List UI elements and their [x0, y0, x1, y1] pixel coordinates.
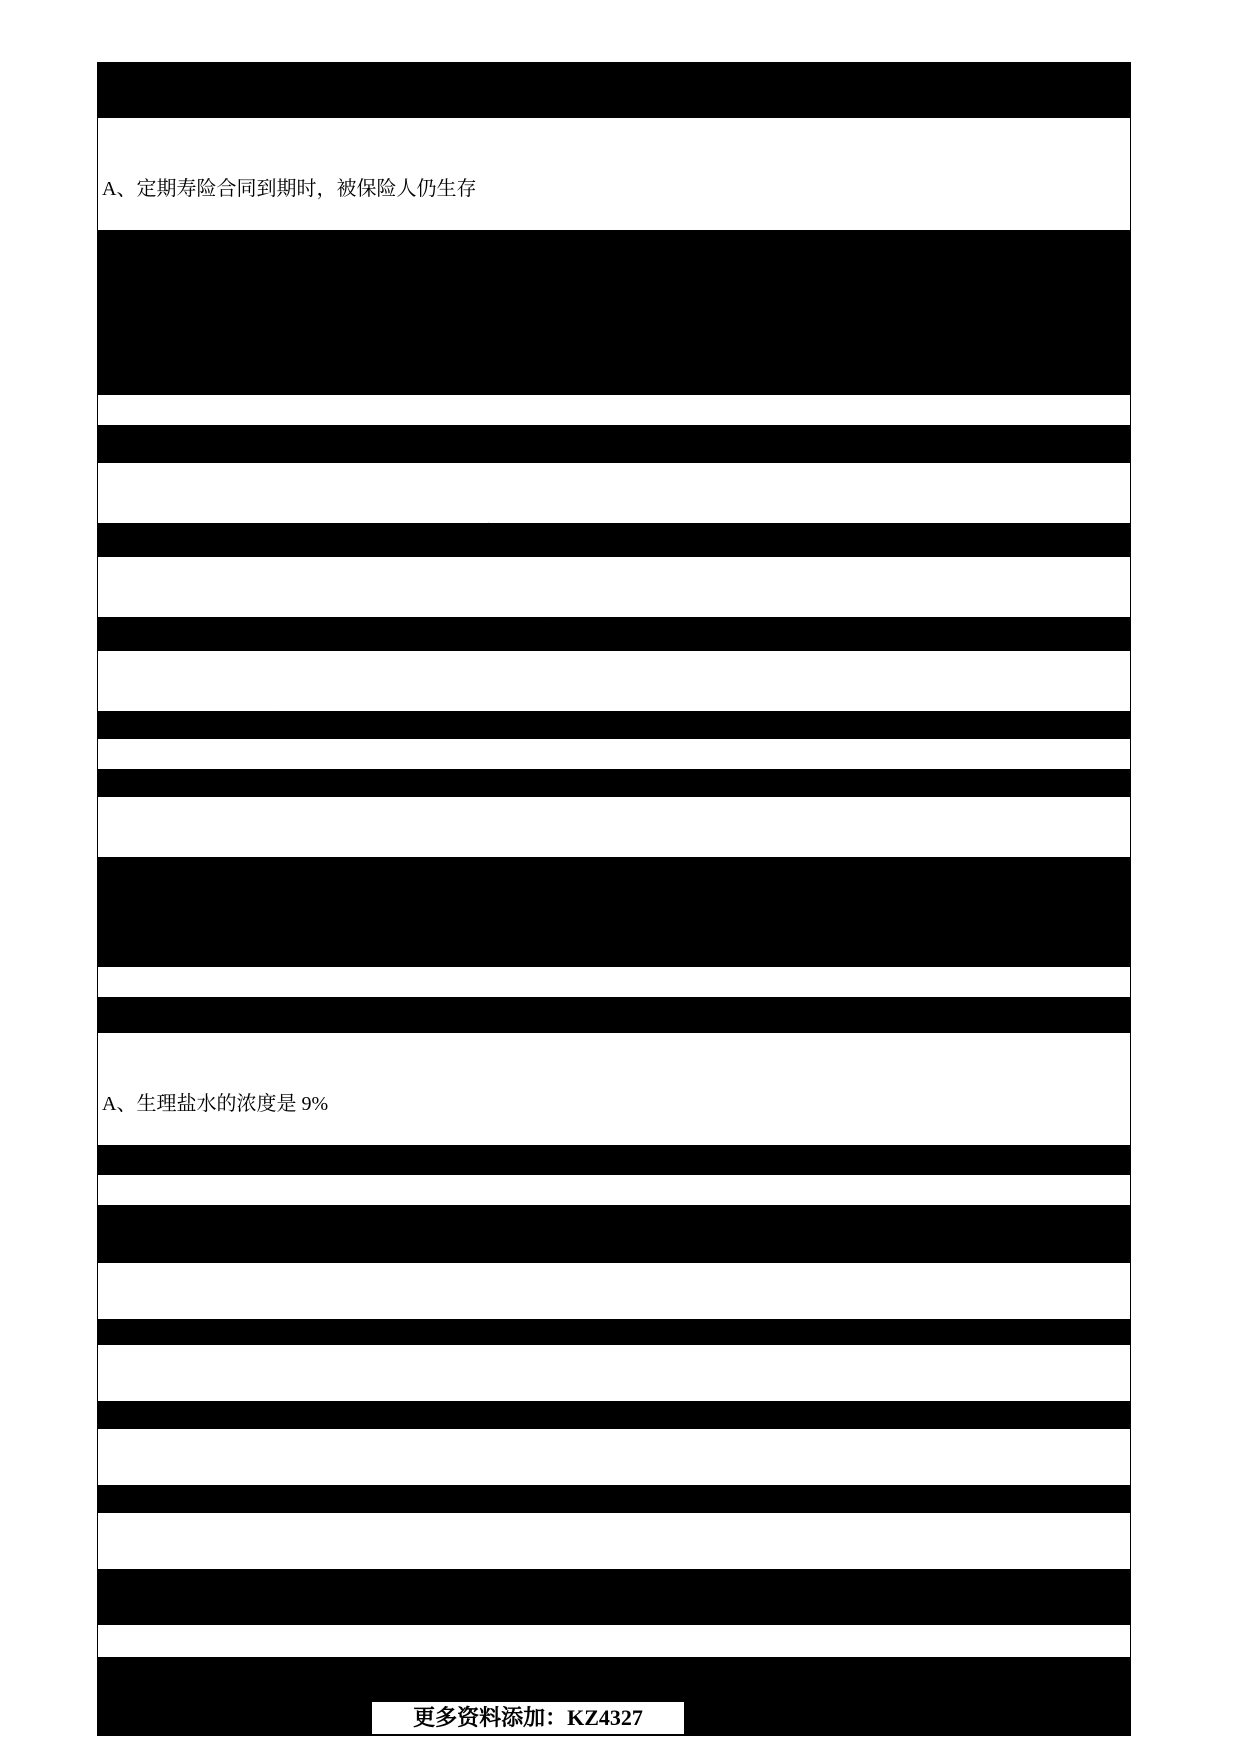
redacted-question-13 [97, 1401, 1131, 1429]
question-14-options [98, 1513, 1130, 1569]
redacted-question-14 [97, 1485, 1131, 1513]
question-7-options [98, 797, 1130, 857]
question-6-options [98, 739, 1130, 769]
redacted-question-9 [97, 997, 1131, 1033]
watermark-note: 更多资料添加：KZ4327 [372, 1702, 684, 1734]
redacted-question-6 [97, 711, 1131, 739]
question-10-options [98, 1175, 1130, 1205]
redacted-question-10 [97, 1145, 1131, 1175]
question-8-options [98, 967, 1130, 997]
exam-question-table [97, 62, 1131, 1736]
question-15-options [98, 1625, 1130, 1657]
option-line: A、生理盐水的浓度是 9% [102, 1093, 329, 1115]
redacted-question-5 [97, 617, 1131, 651]
redacted-question-7 [97, 769, 1131, 797]
redacted-question-1 [97, 62, 1131, 118]
question-1-options [98, 118, 1130, 230]
redacted-question-11 [97, 1205, 1131, 1263]
redacted-question-12 [97, 1319, 1131, 1345]
option-line: A、定期寿险合同到期时，被保险人仍生存 [102, 178, 477, 200]
question-12-options [98, 1345, 1130, 1401]
redacted-question-4 [97, 523, 1131, 557]
question-13-options [98, 1429, 1130, 1485]
question-3-options [98, 463, 1130, 523]
question-5-options [98, 651, 1130, 711]
redacted-question-8 [97, 857, 1131, 967]
question-9-options [98, 1033, 1130, 1145]
question-11-options [98, 1263, 1130, 1319]
redacted-question-2 [97, 230, 1131, 395]
redacted-question-3 [97, 425, 1131, 463]
redacted-footer-block [97, 1657, 1131, 1736]
question-4-options [98, 557, 1130, 617]
redacted-question-15 [97, 1569, 1131, 1625]
question-2-options [98, 395, 1130, 425]
